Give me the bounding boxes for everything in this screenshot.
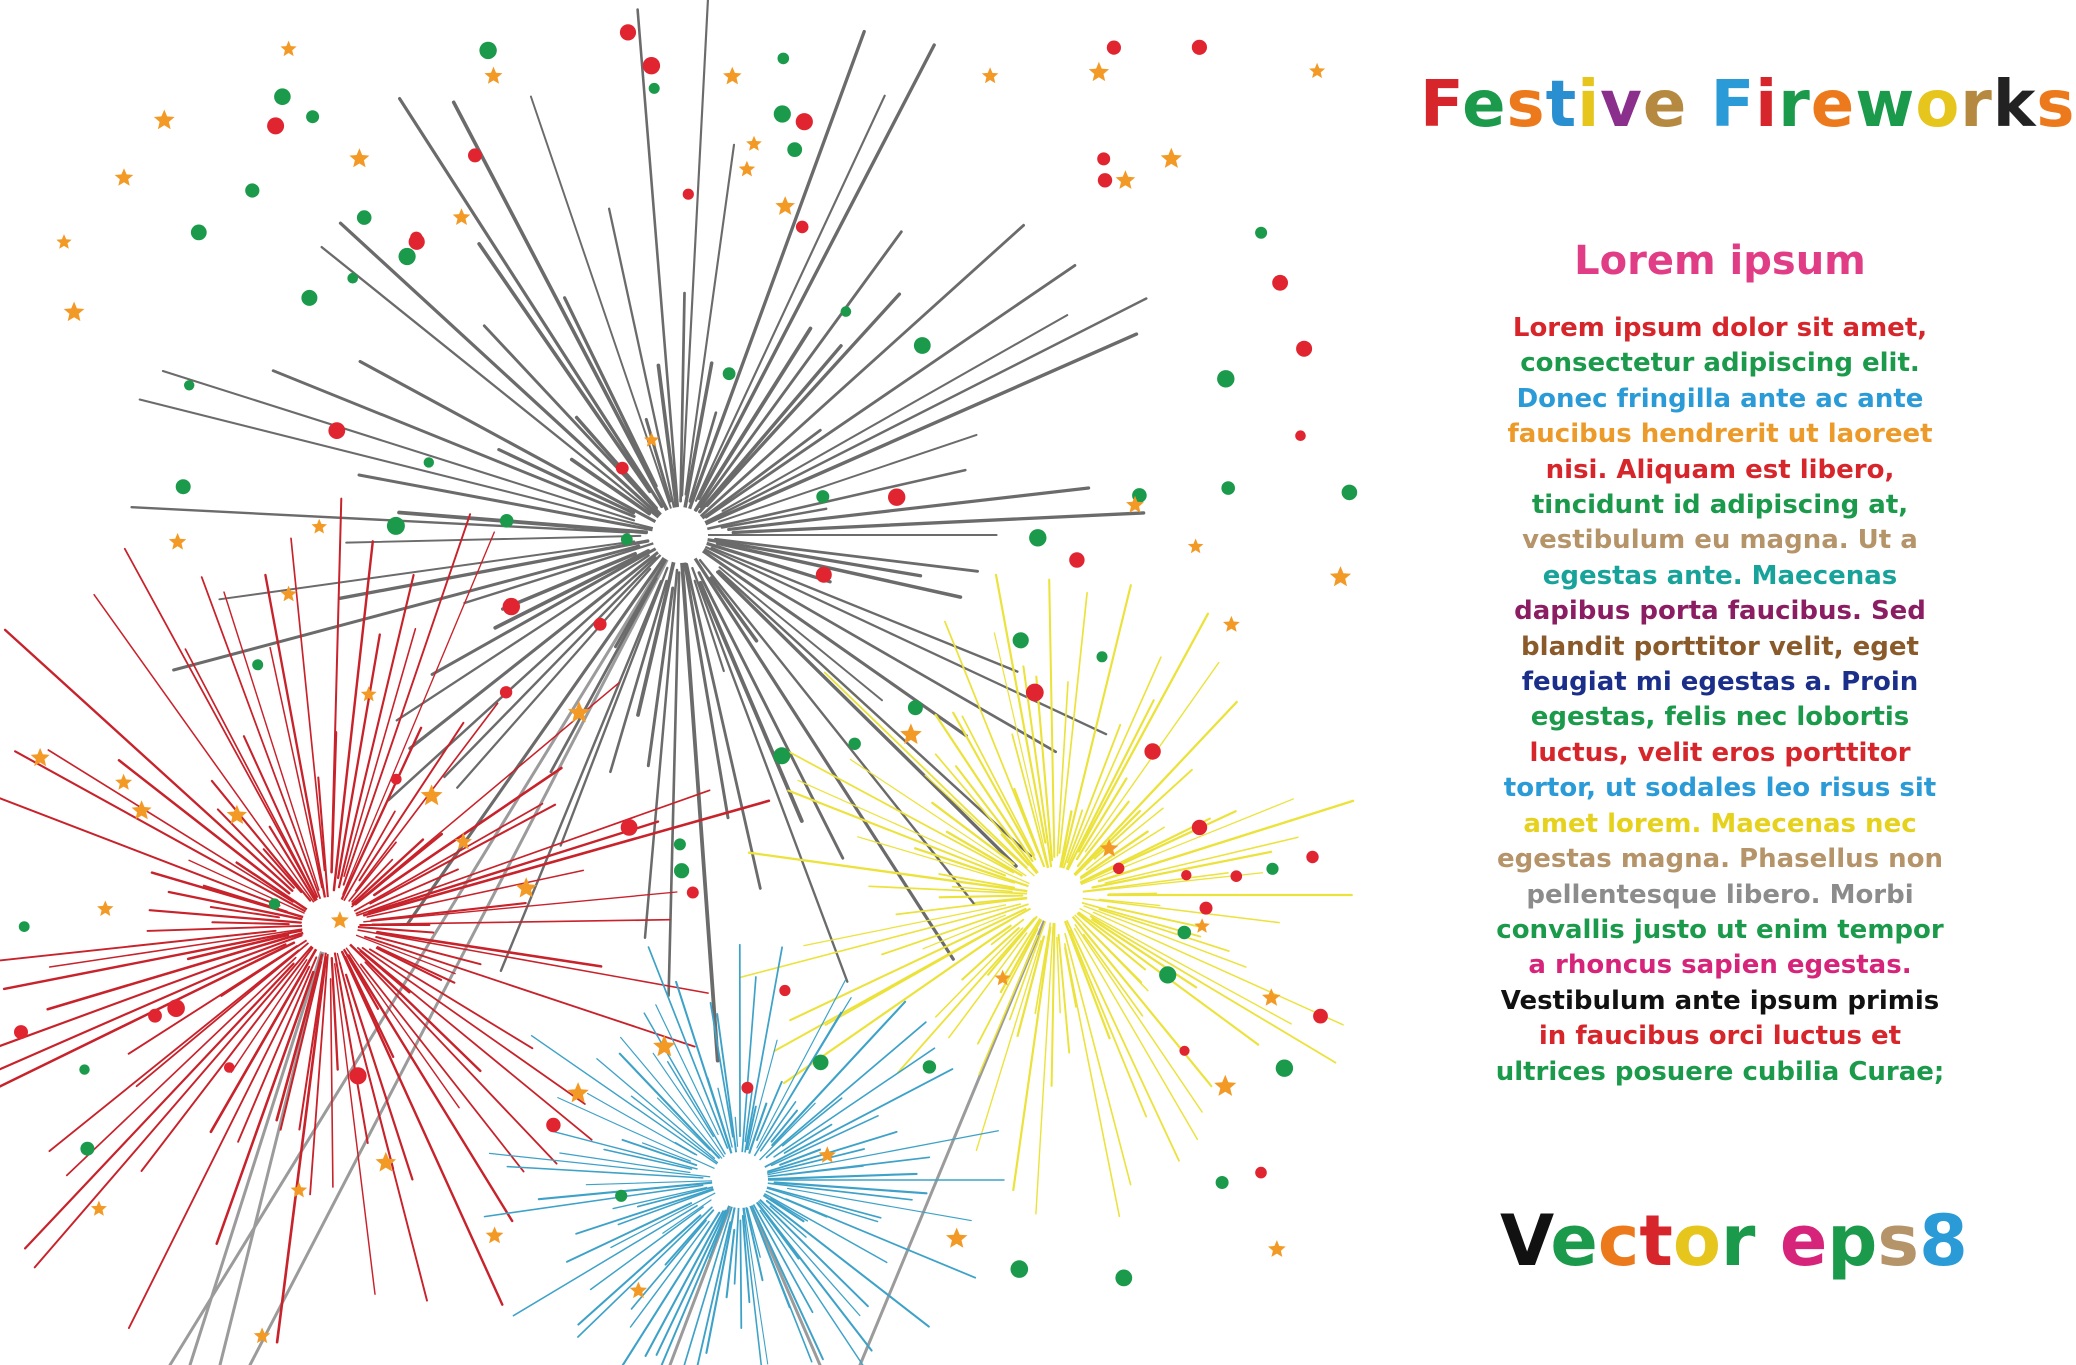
firework-ray [341,728,421,900]
confetti-star [169,533,187,550]
firework-ray [752,1207,823,1360]
confetti-star [349,148,369,167]
confetti-dot [687,887,699,899]
firework-ray [1065,934,1131,1185]
body-line: luctus, velit eros porttitor [1529,737,1911,768]
title-letter: e [1642,68,1688,142]
confetti-star [1188,539,1204,554]
firework-ray [485,1185,703,1216]
body-line: consectetur adipiscing elit. [1520,348,1920,379]
confetti-dot [546,1118,560,1132]
confetti-dot [888,489,905,506]
confetti-star [31,748,50,766]
firework-ray [1079,614,1208,852]
firework-ray [217,972,314,1244]
confetti-dot [79,1064,89,1074]
firework-ray [740,1220,741,1328]
firework-ray [346,536,640,543]
body-line: egestas, felis nec lobortis [1530,702,1910,733]
confetti-dot [1178,926,1192,940]
confetti-dot [301,290,317,306]
confetti-dot [14,1025,28,1039]
firework-ray [687,564,761,888]
body-line: egestas ante. Maecenas [1542,560,1898,591]
firework-ray [360,362,655,522]
confetti-dot [796,113,813,130]
confetti-star [1214,1075,1236,1096]
firework-ray [788,1188,972,1220]
body-line: tortor, ut sodales leo risus sit [1503,773,1937,804]
confetti-dot [741,1082,753,1094]
tag-letter: c [1597,1200,1640,1282]
firework-ray [364,801,769,916]
firework-ray [775,1183,927,1194]
confetti-dot [1097,651,1108,662]
confetti-star [115,774,132,790]
tag-letter: r [1720,1200,1756,1282]
tag-letter: e [1550,1200,1598,1282]
firework-core [652,507,708,563]
body-line: nisi. Aliquam est libero, [1545,454,1895,485]
firework-ray [760,1210,879,1365]
confetti-star [1330,566,1351,586]
confetti-dot [1306,851,1318,863]
firework-ray [342,952,502,1305]
confetti-star [739,161,756,177]
confetti-dot [1221,481,1235,495]
confetti-star [775,196,795,215]
body-line: dapibus porta faucibus. Sed [1514,596,1926,627]
firework-ray [501,581,661,971]
firework-ray [785,1166,864,1175]
firework-ray [618,1186,723,1225]
confetti-dot [1181,870,1191,880]
firework-ray [692,568,847,982]
confetti-dot [813,1055,829,1071]
confetti-dot [787,142,802,157]
confetti [14,24,1357,1343]
confetti-star [982,67,999,83]
confetti-dot [167,999,185,1017]
confetti-dot [1272,275,1288,291]
confetti-dot [683,189,694,200]
title-letter: r [1778,68,1811,142]
tag-letter: 8 [1919,1200,1968,1282]
firework-ray [331,979,333,1187]
title-letter: t [1545,68,1578,142]
title-letter: k [1992,68,2037,142]
confetti-dot [245,183,259,197]
tag-letter: e [1779,1200,1828,1282]
firework-ray [551,578,656,771]
confetti-dot [1192,820,1207,835]
firework-ray [1049,580,1054,857]
confetti-star [484,67,502,84]
firework-ray [701,225,1023,516]
vector-eps8-label [1500,1200,1968,1282]
title-letter: i [1577,68,1601,142]
firework-ray [723,315,1068,511]
confetti-star [1116,170,1136,189]
confetti-dot [1069,552,1084,567]
firework-ray [531,97,675,521]
confetti-star [91,1201,107,1216]
body-line: egestas magna. Phasellus non [1496,844,1944,875]
confetti-star [453,208,471,225]
body-line: a rhoncus sapien egestas. [1528,950,1912,981]
confetti-star [946,1228,967,1248]
firework-ray [224,592,319,890]
confetti-dot [816,567,832,583]
confetti-dot [923,1060,936,1073]
confetti-dot [1266,863,1278,875]
confetti-dot [778,53,790,65]
confetti-dot [424,457,434,467]
confetti-dot [1216,1176,1229,1189]
confetti-dot [723,367,736,380]
confetti-dot [621,534,633,546]
firework-ray [774,1048,934,1157]
title-letter: v [1600,68,1643,142]
firework-ray [711,1003,733,1137]
body-paragraph [1462,311,1978,1090]
confetti-dot [500,686,512,698]
confetti-dot [1295,430,1306,441]
confetti-star [64,302,85,322]
confetti-dot [1255,1167,1267,1179]
confetti-dot [468,148,482,162]
firework-ray [656,1005,718,1135]
confetti-dot [816,490,829,503]
firework-burst-yellow [740,575,1353,1217]
confetti-dot [849,738,861,750]
confetti-dot [148,1009,162,1023]
confetti-dot [1115,1270,1132,1287]
confetti-star [1194,918,1209,933]
firework-ray [1064,915,1179,1161]
title-letter: o [1915,68,1961,142]
confetti-star [1161,148,1182,168]
confetti-dot [349,1067,366,1084]
confetti-dot [1144,743,1160,759]
firework-ray [700,560,974,904]
confetti-star [1309,63,1325,78]
confetti-dot [347,273,358,284]
firework-ray [696,334,1136,528]
firework-ray [591,1207,704,1290]
body-line: amet lorem. Maecenas nec [1523,808,1917,839]
firework-ray [163,371,634,520]
confetti-dot [643,57,660,74]
confetti-dot [1113,863,1124,874]
firework-ray [945,622,1038,853]
firework-ray [772,1002,905,1145]
firework-ray [688,548,953,960]
firework-ray [400,99,662,507]
firework-ray [1076,907,1291,1024]
confetti-dot [387,517,405,535]
firework-ray [341,223,667,522]
confetti-dot [908,700,923,715]
firework-ray [322,247,664,521]
body-line: tincidunt id adipiscing at, [1531,490,1909,521]
firework-ray [681,554,717,1061]
confetti-dot [176,479,191,494]
firework-ray [347,790,710,919]
firework-ray [643,1143,691,1161]
tag-letter [1755,1200,1779,1282]
subtitle: Lorem ipsum [1574,238,1866,284]
confetti-dot [1342,485,1358,501]
confetti-star [1223,616,1240,632]
firework-ray [1010,919,1046,1019]
confetti-dot [1200,902,1213,915]
firework-ray [332,958,338,1069]
body-line: blandit porttitor velit, eget [1521,631,1919,662]
firework-ray [699,45,934,498]
confetti-dot [80,1142,94,1156]
confetti-star [281,41,297,57]
confetti-dot [224,1062,235,1073]
firework-ray [757,980,846,1148]
confetti-dot [1011,1260,1029,1278]
body-line: in faucibus orci luctus et [1538,1021,1902,1052]
confetti-dot [391,774,402,785]
confetti-dot [503,598,520,615]
title-letter [1687,68,1710,142]
firework-ray [1109,893,1157,894]
body-line: Vestibulum ante ipsum primis [1500,985,1940,1016]
title-letter: e [1462,68,1507,142]
tag-letter: t [1639,1200,1673,1282]
confetti-dot [649,83,660,94]
confetti-dot [1029,529,1046,546]
page-title [1420,68,2076,142]
confetti-dot [779,985,790,996]
body-line: pellentesque libero. Morbi [1526,879,1914,910]
firework-burst-blue [485,945,1005,1365]
firework-ray [1075,929,1198,1140]
confetti-dot [269,898,280,909]
confetti-dot [1159,966,1176,983]
firework-ray [0,944,286,1079]
firework-ray [344,514,470,885]
title-letter: w [1855,68,1916,142]
firework-core [302,897,358,953]
confetti-dot [594,618,607,631]
firework-ray [735,1200,739,1284]
title-letter: F [1420,68,1463,142]
confetti-star [115,168,134,186]
firework-ray [567,1203,691,1262]
body-line: feugiat mi egestas a. Proin [1521,667,1919,698]
confetti-dot [1013,632,1029,648]
body-line: convallis justo ut enim tempor [1496,914,1944,945]
confetti-star [1268,1240,1286,1257]
firework-ray [932,803,1014,864]
firework-ray [696,96,885,501]
confetti-dot [274,88,291,105]
firework-core [712,1152,768,1208]
body-line: Donec fringilla ante ac ante [1516,383,1924,414]
confetti-star [486,1227,504,1244]
confetti-dot [1296,341,1312,357]
firework-ray [1091,916,1336,1062]
confetti-star [312,519,328,534]
firework-ray [825,673,1027,868]
confetti-dot [914,337,931,354]
firework-ray [454,102,671,516]
body-line: Lorem ipsum dolor sit amet, [1512,313,1928,343]
firework-ray [783,1098,842,1146]
firework-ray [666,1210,714,1264]
confetti-dot [796,221,809,234]
confetti-dot [306,110,319,123]
confetti-dot [621,819,638,836]
confetti-star [97,901,113,917]
confetti-dot [1255,227,1267,239]
confetti-star [1262,988,1281,1006]
title-letter: e [1810,68,1856,142]
confetti-dot [674,863,689,878]
confetti-dot [1097,152,1110,165]
title-letter: i [1755,68,1779,142]
firework-ray [365,937,695,1047]
firework-ray [348,926,433,932]
firework-ray [749,1196,813,1312]
title-letter: r [1960,68,1993,142]
firework-ray [212,922,288,924]
firework-ray [265,575,326,904]
confetti-dot [500,514,514,528]
confetti-dot [1231,870,1243,882]
firework-ray [687,32,865,517]
body-line: ultrices posuere cubilia Curae; [1495,1056,1945,1087]
confetti-dot [1313,1009,1328,1024]
body-line: faucibus hendrerit ut laoreet [1507,419,1933,450]
firework-ray [148,926,313,931]
firework-ray [369,822,658,913]
title-letter: s [1506,68,1546,142]
confetti-dot [841,306,852,317]
confetti-dot [1217,370,1234,387]
title-letter: s [2036,68,2076,142]
confetti-dot [1026,684,1044,702]
confetti-dot [773,747,790,764]
tag-letter: o [1672,1200,1721,1282]
firework-ray [764,998,851,1141]
confetti-dot [191,225,207,241]
confetti-dot [19,921,30,932]
confetti-dot [328,422,345,439]
confetti-dot [357,210,372,225]
confetti-dot [252,659,263,670]
confetti-dot [267,117,284,134]
firework-ray [407,558,664,925]
confetti-dot [1107,41,1121,55]
confetti-star [723,67,742,85]
confetti-star [56,234,71,249]
confetti-dot [1276,1060,1293,1077]
confetti-star [746,136,762,151]
confetti-dot [616,462,629,475]
firework-ray [340,541,648,598]
confetti-dot [1179,1046,1189,1056]
confetti-star [154,110,175,130]
firework-ray [507,1167,703,1178]
firework-ray [377,932,601,966]
title-letter: F [1710,68,1756,142]
confetti-dot [399,248,416,265]
confetti-dot [184,380,194,390]
tag-letter: s [1877,1200,1920,1282]
firework-ray [747,1107,756,1149]
confetti-dot [615,1190,627,1202]
confetti-dot [1098,173,1112,187]
confetti-dot [410,232,422,244]
firework-ray [657,1211,726,1355]
confetti-star [1089,62,1109,81]
confetti-dot [479,42,496,59]
confetti-dot [1192,40,1207,55]
firework-ray [1059,935,1070,1053]
firework-core [1027,867,1083,923]
confetti-dot [774,105,791,122]
tag-letter: V [1500,1200,1551,1282]
confetti-dot [674,838,686,850]
tag-letter: p [1827,1200,1878,1282]
body-line: vestibulum eu magna. Ut a [1522,525,1918,556]
firework-ray [940,896,1023,898]
confetti-dot [620,24,636,40]
confetti-star [291,1182,308,1198]
